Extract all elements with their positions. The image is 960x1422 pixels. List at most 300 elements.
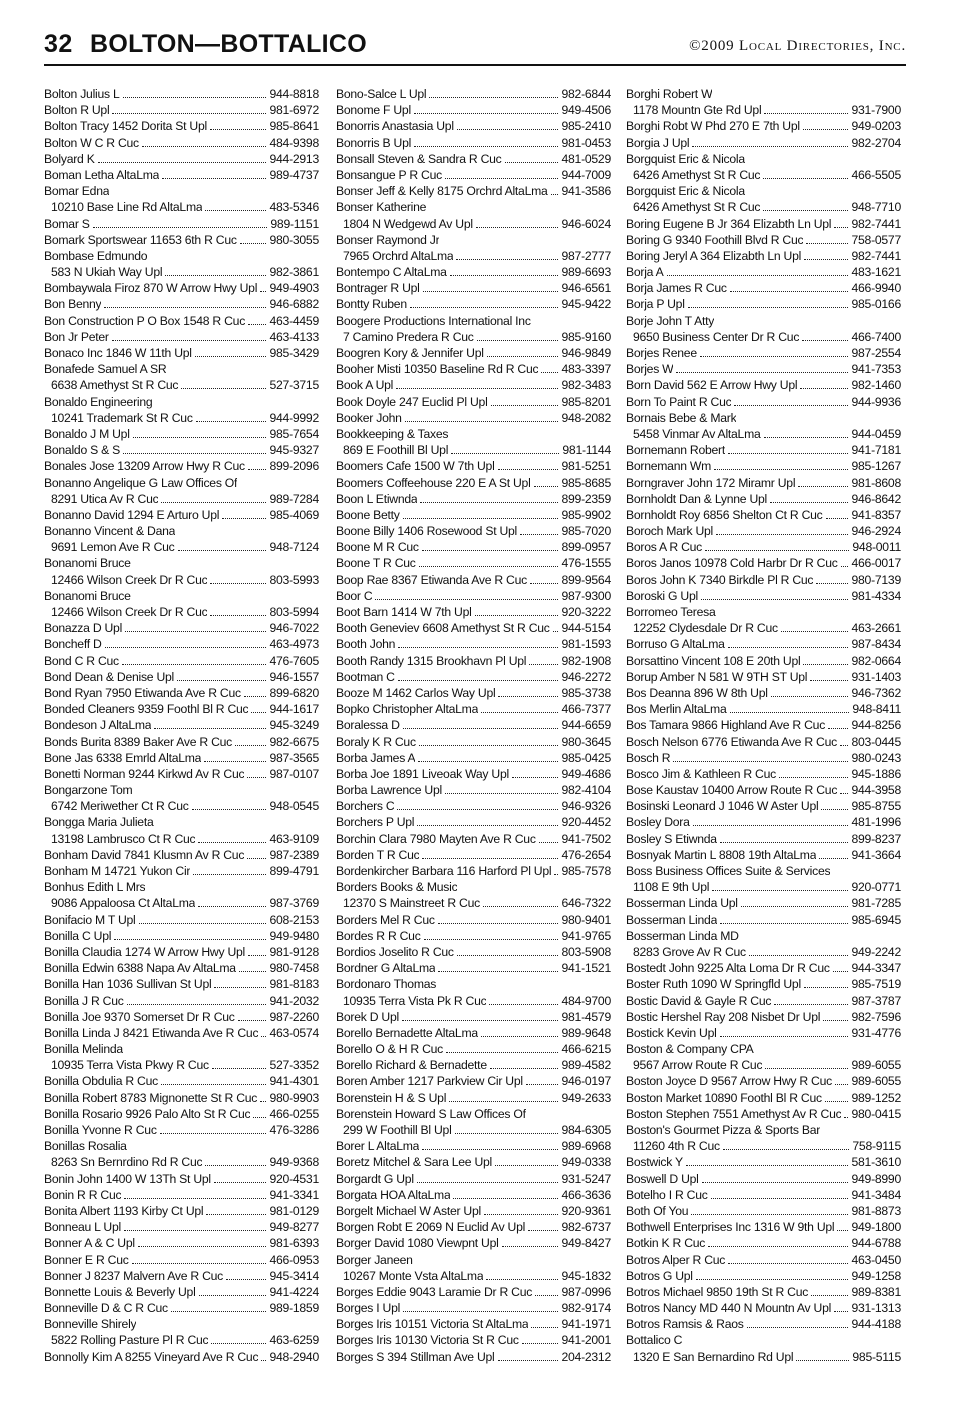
listing-phone: 985-8685 [561, 475, 611, 490]
listing-phone: 481-1996 [851, 815, 901, 830]
listing-entry [44, 1171, 319, 1187]
listing-entry [44, 1057, 319, 1073]
listing-entry [44, 831, 319, 847]
listing-name: Bordenkircher Barbara 116 Harford Pl Upl [336, 864, 552, 878]
dot-leader [206, 1214, 266, 1215]
listing-phone: 982-1460 [851, 378, 901, 393]
listing-phone: 920-3222 [561, 605, 611, 619]
listing-entry [336, 604, 611, 620]
listing-name: 12252 Clydesdale Dr R Cuc [633, 621, 778, 636]
listing-phone: 981-4579 [561, 1009, 611, 1024]
listing-phone: 985-3738 [561, 685, 611, 700]
listing-name: 1320 E San Bernardino Rd Upl [633, 1349, 794, 1364]
listing-entry [44, 1009, 319, 1025]
listing-heading [336, 232, 611, 248]
dot-leader [178, 550, 267, 551]
listing-entry [626, 426, 901, 442]
dot-leader [734, 405, 848, 406]
listing-phone: 981-7285 [851, 896, 901, 911]
listing-name: Bontty Ruben [336, 297, 407, 312]
dot-leader [429, 97, 558, 98]
listing-entry [336, 264, 611, 280]
dot-leader [489, 1004, 558, 1005]
listing-name: Borja James R Cuc [626, 281, 727, 296]
listing-name: Bonanno Angelique G Law Offices Of [44, 475, 238, 490]
listing-name: Bonilla Joe 9370 Somerset Dr R Cuc [44, 1009, 235, 1024]
listing-entry [626, 1090, 901, 1106]
listing-name: Bosserman Linda MD [626, 928, 739, 943]
listing-entry [44, 1090, 319, 1106]
listing-phone: 941-7353 [851, 362, 901, 377]
listing-phone: 946-6024 [561, 216, 611, 231]
listing-phone: 981-8873 [851, 1203, 901, 1218]
listing-name: Bonetti Norman 9244 Kirkwd Av R Cuc [44, 766, 245, 781]
listing-entry [336, 1057, 611, 1073]
listing-entry [336, 1090, 611, 1106]
listing-entry [336, 685, 611, 701]
listing-phone: 989-6055 [851, 1074, 901, 1089]
dot-leader [456, 259, 558, 260]
listing-name: Bornholdt Roy 6856 Shelton Ct R Cuc [626, 507, 823, 522]
dot-leader [419, 745, 559, 746]
dot-leader [483, 906, 559, 907]
listing-entry [626, 717, 901, 733]
listing-name: Borba James A [336, 750, 416, 765]
listing-name: Bond C R Cuc [44, 653, 119, 668]
dot-leader [771, 696, 849, 697]
listing-phone: 466-0953 [269, 1252, 319, 1267]
listing-phone: 989-7284 [269, 491, 319, 506]
dot-leader [553, 631, 559, 632]
listing-phone: 931-1313 [851, 1301, 901, 1316]
dot-leader [530, 583, 559, 584]
listing-phone: 944-0459 [851, 426, 901, 441]
listing-entry [44, 135, 319, 151]
listing-phone: 941-3341 [269, 1187, 319, 1202]
listing-entry [336, 183, 611, 199]
dot-leader [247, 777, 266, 778]
listing-name: Bos Deanna 896 W 8th Upl [626, 685, 768, 700]
listing-name: Borjes Renee [626, 346, 697, 360]
listing-entry [336, 135, 611, 151]
listing-entry [44, 734, 319, 750]
listing-name: Boop Rae 8367 Etiwanda Ave R Cuc [336, 572, 527, 587]
listing-entry [44, 86, 319, 102]
dot-leader [181, 388, 266, 389]
listing-phone: 920-9361 [561, 1203, 611, 1218]
listing-phone: 949-4506 [561, 103, 611, 118]
listing-heading [626, 1041, 901, 1057]
listing-name: Boster Ruth 1090 W Springfld Upl [626, 977, 801, 992]
listing-entry [626, 701, 901, 717]
listing-name: 9691 Lemon Ave R Cuc [51, 540, 175, 555]
dot-leader [686, 1165, 849, 1166]
dot-leader [765, 1068, 848, 1069]
dot-leader [714, 469, 848, 470]
listing-name: Boren Amber 1217 Parkview Cir Upl [336, 1074, 523, 1089]
listing-heading [44, 1041, 319, 1057]
dot-leader [475, 615, 559, 616]
listing-name: Boogere Productions International Inc [336, 313, 531, 328]
listing-name: Borello Richard & Bernadette [336, 1058, 487, 1073]
listing-name: 6638 Amethyst St R Cuc [51, 378, 179, 393]
listing-entry [336, 1235, 611, 1251]
listing-heading [44, 475, 319, 491]
listing-entry [336, 491, 611, 507]
listing-name: Boor C [336, 588, 373, 603]
listing-name: 5822 Rolling Pasture Pl R Cuc [51, 1333, 209, 1348]
listing-entry [626, 523, 901, 539]
listing-entry [44, 717, 319, 733]
dot-leader [211, 1343, 266, 1344]
listing-phone: 949-0338 [561, 1155, 611, 1170]
listing-column-3 [626, 86, 901, 1365]
listing-name: Bon Jr Peter [44, 329, 109, 344]
listing-name: Boraly K R Cuc [336, 734, 416, 749]
listing-entry [336, 814, 611, 830]
dot-leader [165, 275, 266, 276]
listing-name: 7965 Orchrd AltaLma [343, 248, 454, 263]
listing-phone: 483-1621 [851, 265, 901, 280]
listing-phone: 982-9174 [561, 1301, 611, 1316]
listing-name: Bornais Bebe & Mark [626, 410, 737, 425]
listing-name: Boomers Cafe 1500 W 7th Upl [336, 459, 495, 474]
listing-phone: 466-0255 [269, 1106, 319, 1121]
dot-leader [251, 712, 266, 713]
listing-entry [336, 1025, 611, 1041]
listing-entry [44, 539, 319, 555]
listing-phone: 945-1832 [561, 1268, 611, 1283]
listing-phone: 948-7124 [269, 540, 319, 555]
listing-entry [336, 167, 611, 183]
listing-name: Bomar S [44, 216, 90, 231]
listing-name: Bombase Edmundo [44, 248, 148, 263]
listing-name: Boros Janos 10978 Cold Harbr Dr R Cuc [626, 556, 838, 571]
dot-leader [396, 388, 558, 389]
dot-leader [837, 1230, 848, 1231]
listing-entry [44, 377, 319, 393]
listing-entry [626, 685, 901, 701]
listing-heading [44, 183, 319, 199]
listing-name: Bornemann Robert [626, 443, 725, 458]
listing-phone: 981-9128 [269, 944, 319, 959]
listing-entry [336, 442, 611, 458]
listing-phone: 981-4334 [851, 588, 901, 603]
listing-name: Bornemann Wm [626, 459, 712, 474]
listing-entry [626, 1268, 901, 1284]
listing-phone: 949-9368 [269, 1155, 319, 1170]
listing-phone: 466-5505 [851, 167, 901, 182]
listing-name: Boone T R Cuc [336, 556, 416, 571]
listing-name: Borgardt G Upl [336, 1171, 414, 1186]
listing-name: Borger Janeen [336, 1252, 413, 1267]
dot-leader [123, 453, 266, 454]
listing-phone: 931-1403 [851, 669, 901, 684]
listing-entry [44, 766, 319, 782]
listing-name: Bopko Christopher AltaLma [336, 702, 479, 717]
listing-name: Bonhus Edith L Mrs [44, 880, 146, 895]
dot-leader [534, 486, 559, 487]
listing-name: Bose Kaustav 10400 Arrow Route R Cuc [626, 783, 838, 798]
listing-entry [626, 280, 901, 296]
listing-phone: 985-4069 [269, 507, 319, 522]
dot-leader [841, 566, 849, 567]
listing-name: Borchin Clara 7980 Mayten Ave R Cuc [336, 831, 536, 846]
listing-name: Boros A R Cuc [626, 540, 703, 555]
listing-entry [626, 118, 901, 134]
listing-name: Bonanno David 1294 E Arturo Upl [44, 507, 220, 522]
listing-phone: 981-8183 [269, 977, 319, 992]
listing-entry [44, 847, 319, 863]
listing-entry [626, 216, 901, 232]
listing-entry [44, 750, 319, 766]
listing-name: Bonser Raymond Jr [336, 232, 440, 247]
listing-heading [626, 604, 901, 620]
dot-leader [198, 906, 266, 907]
dot-leader [481, 1036, 559, 1037]
dot-leader [422, 550, 559, 551]
listing-phone: 982-1908 [561, 653, 611, 668]
listing-entry [44, 993, 319, 1009]
listing-phone: 982-6675 [269, 734, 319, 749]
dot-leader [816, 583, 848, 584]
listing-entry [44, 491, 319, 507]
listing-name: Bordner G AltaLma [336, 961, 436, 976]
listing-entry [44, 426, 319, 442]
dot-leader [819, 858, 848, 859]
listing-entry [44, 167, 319, 183]
dot-leader [132, 1263, 267, 1264]
listing-name: Borden T R Cuc [336, 847, 420, 862]
listing-entry [336, 523, 611, 539]
dot-leader [414, 146, 558, 147]
dot-leader [691, 1214, 848, 1215]
listing-entry [44, 1122, 319, 1138]
listing-phone: 463-4133 [269, 329, 319, 344]
listing-name: Bordes R R Cuc [336, 928, 421, 943]
listing-name: Boston & Company CPA [626, 1042, 754, 1057]
listing-name: Boring Eugene B Jr 364 Elizabth Ln Upl [626, 216, 832, 231]
dot-leader [810, 680, 848, 681]
listing-heading [336, 1106, 611, 1122]
dot-leader [244, 696, 267, 697]
listing-entry [336, 377, 611, 393]
listing-name: Bonilla Edwin 6388 Napa Av AltaLma [44, 961, 236, 976]
listing-entry [44, 604, 319, 620]
listing-entry [44, 620, 319, 636]
dot-leader [781, 631, 849, 632]
listing-entry [626, 377, 901, 393]
listing-name: Both Of You [626, 1203, 689, 1218]
listing-phone: 463-6259 [269, 1333, 319, 1348]
listing-phone: 946-8642 [851, 491, 901, 506]
listing-name: Boston Stephen 7551 Amethyst Av R Cuc [626, 1106, 842, 1121]
dot-leader [260, 291, 266, 292]
listing-entry [626, 976, 901, 992]
dot-leader [712, 890, 848, 891]
listing-heading [44, 361, 319, 377]
listing-entry [626, 555, 901, 571]
listing-entry [626, 232, 901, 248]
listing-phone: 941-4224 [269, 1284, 319, 1299]
listing-entry [44, 102, 319, 118]
listing-name: Borders Books & Music [336, 880, 458, 895]
listing-entry [336, 1154, 611, 1170]
listing-name: Boston's Gourmet Pizza & Sports Bar [626, 1123, 821, 1137]
listing-name: 583 N Ukiah Way Upl [51, 265, 163, 280]
dot-leader [803, 664, 848, 665]
listing-phone: 944-2913 [269, 151, 319, 166]
dot-leader [730, 712, 850, 713]
listing-phone: 980-0415 [851, 1106, 901, 1121]
listing-name: Borgelt Michael W Aster Upl [336, 1203, 481, 1218]
listing-phone: 463-0574 [269, 1025, 319, 1040]
listing-entry [626, 879, 901, 895]
listing-entry [336, 1122, 611, 1138]
listing-phone: 949-2633 [561, 1090, 611, 1105]
listing-name: Bonillas Rosalia [44, 1139, 127, 1154]
dot-leader [531, 1327, 558, 1328]
dot-leader [260, 1101, 266, 1102]
listing-phone: 989-1859 [269, 1301, 319, 1316]
listing-name: Bonham M 14721 Yukon Cir [44, 864, 191, 878]
listing-name: 869 E Foothill Bl Upl [343, 443, 449, 458]
dot-leader [457, 129, 559, 130]
listing-heading [626, 86, 901, 102]
listing-name: Bosch Nelson 6776 Etiwanda Ave R Cuc [626, 734, 837, 749]
listing-entry [336, 248, 611, 264]
listing-entry [44, 442, 319, 458]
dot-leader [702, 1182, 849, 1183]
dot-leader [422, 858, 558, 859]
listing-entry [336, 475, 611, 491]
listing-phone: 949-8427 [561, 1236, 611, 1251]
listing-name: Bosinski Leonard J 1046 W Aster Upl [626, 799, 819, 814]
listing-heading [626, 151, 901, 167]
listing-entry [336, 361, 611, 377]
listing-name: Bonilla Robert 8783 Mignonette St R Cuc [44, 1090, 258, 1105]
dot-leader [422, 1149, 558, 1150]
listing-name: Bos Merlin AltaLma [626, 702, 727, 717]
listing-entry [626, 475, 901, 491]
listing-entry [626, 620, 901, 636]
dot-leader [844, 1117, 848, 1118]
listing-entry [336, 1268, 611, 1284]
listing-name: Bond Dean & Denise Upl [44, 669, 174, 684]
dot-leader [676, 372, 848, 373]
listing-name: 1108 E 9th Upl [633, 880, 710, 895]
dot-leader [723, 1149, 850, 1150]
listing-name: Borruso G AltaLma [626, 637, 725, 652]
dot-leader [127, 1004, 267, 1005]
listing-name: Botkin K R Cuc [626, 1236, 706, 1251]
listing-entry [626, 394, 901, 410]
dot-leader [418, 761, 558, 762]
listing-name: Bonin John 1400 W 13Th St Upl [44, 1171, 211, 1186]
listing-name: Borges Iris 10151 Victoria St AltaLma [336, 1317, 529, 1332]
dot-leader [498, 696, 558, 697]
listing-phone: 803-5993 [269, 572, 319, 587]
listing-phone: 931-5247 [561, 1171, 611, 1186]
listing-name: Bornholdt Dan & Lynne Upl [626, 491, 767, 506]
listing-name: 1804 N Wedgewd Av Upl [343, 216, 473, 231]
listing-name: Bone Jas 6338 Emrld AltaLma [44, 750, 202, 765]
listing-name: Bonilla C Upl [44, 928, 112, 943]
listing-phone: 466-7377 [561, 702, 611, 717]
listing-name: 9086 Appaloosa Ct AltaLma [51, 896, 196, 911]
dot-leader [142, 146, 267, 147]
listing-entry [44, 863, 319, 879]
listing-entry [336, 539, 611, 555]
dot-leader [226, 1279, 266, 1280]
listing-phone: 946-0197 [561, 1074, 611, 1089]
listing-entry [44, 572, 319, 588]
listing-phone: 483-3397 [561, 362, 611, 377]
listing-entry [626, 361, 901, 377]
listing-phone: 948-0545 [269, 799, 319, 814]
listing-name: Bonita Albert 1193 Kirby Ct Upl [44, 1203, 204, 1218]
dot-leader [498, 469, 559, 470]
dot-leader [741, 906, 849, 907]
dot-leader [528, 1230, 558, 1231]
listing-phone: 941-3664 [851, 847, 901, 862]
listing-phone: 946-1557 [269, 669, 319, 684]
listing-entry [626, 1300, 901, 1316]
listing-name: 11260 4th R Cuc [633, 1139, 720, 1154]
dot-leader [205, 1165, 266, 1166]
listing-entry [336, 993, 611, 1009]
listing-name: Book A Upl [336, 378, 394, 393]
listing-name: Boncheff D [44, 637, 102, 652]
dot-leader [692, 146, 848, 147]
listing-phone: 985-8201 [561, 394, 611, 409]
listing-name: Bonneville D & C R Cuc [44, 1301, 168, 1316]
listing-phone: 946-2272 [561, 669, 611, 684]
listing-heading [626, 1122, 901, 1138]
listing-entry [626, 264, 901, 280]
listing-name: 8263 Sn Bernrdino Rd R Cuc [51, 1155, 203, 1170]
listing-name: Borghi Robert W [626, 87, 713, 101]
listing-phone: 980-9401 [561, 912, 611, 927]
listing-phone: 483-5346 [269, 200, 319, 215]
dot-leader [112, 113, 266, 114]
dot-leader [124, 1198, 266, 1199]
listing-name: Booth Randy 1315 Brookhavn Pl Upl [336, 653, 527, 668]
dot-leader [124, 1230, 267, 1231]
listing-name: Borje John T Atty [626, 313, 715, 328]
listing-phone: 946-7362 [851, 685, 901, 700]
listing-name: Borders Mel R Cuc [336, 912, 435, 927]
listing-name: Borges S 394 Stillman Ave Upl [336, 1349, 495, 1364]
listing-entry [626, 814, 901, 830]
dot-leader [248, 955, 267, 956]
listing-entry [336, 410, 611, 426]
listing-name: Bookkeeping & Taxes [336, 426, 449, 441]
listing-name: Borgata HOA AltaLma [336, 1187, 451, 1202]
listing-phone: 987-0107 [269, 766, 319, 781]
listing-phone: 985-1267 [851, 459, 901, 474]
listing-name: Bonaco Inc 1846 W 11th Upl [44, 346, 192, 360]
listing-phone: 466-6215 [561, 1042, 611, 1057]
listing-phone: 899-0957 [561, 540, 611, 555]
dot-leader [720, 1036, 849, 1037]
listing-entry [626, 993, 901, 1009]
listing-phone: 985-8641 [269, 119, 319, 134]
listing-name: Boot Barn 1414 W 7th Upl [336, 605, 472, 619]
dot-leader [495, 1165, 558, 1166]
listing-entry [336, 1041, 611, 1057]
listing-phone: 946-9326 [561, 799, 611, 814]
